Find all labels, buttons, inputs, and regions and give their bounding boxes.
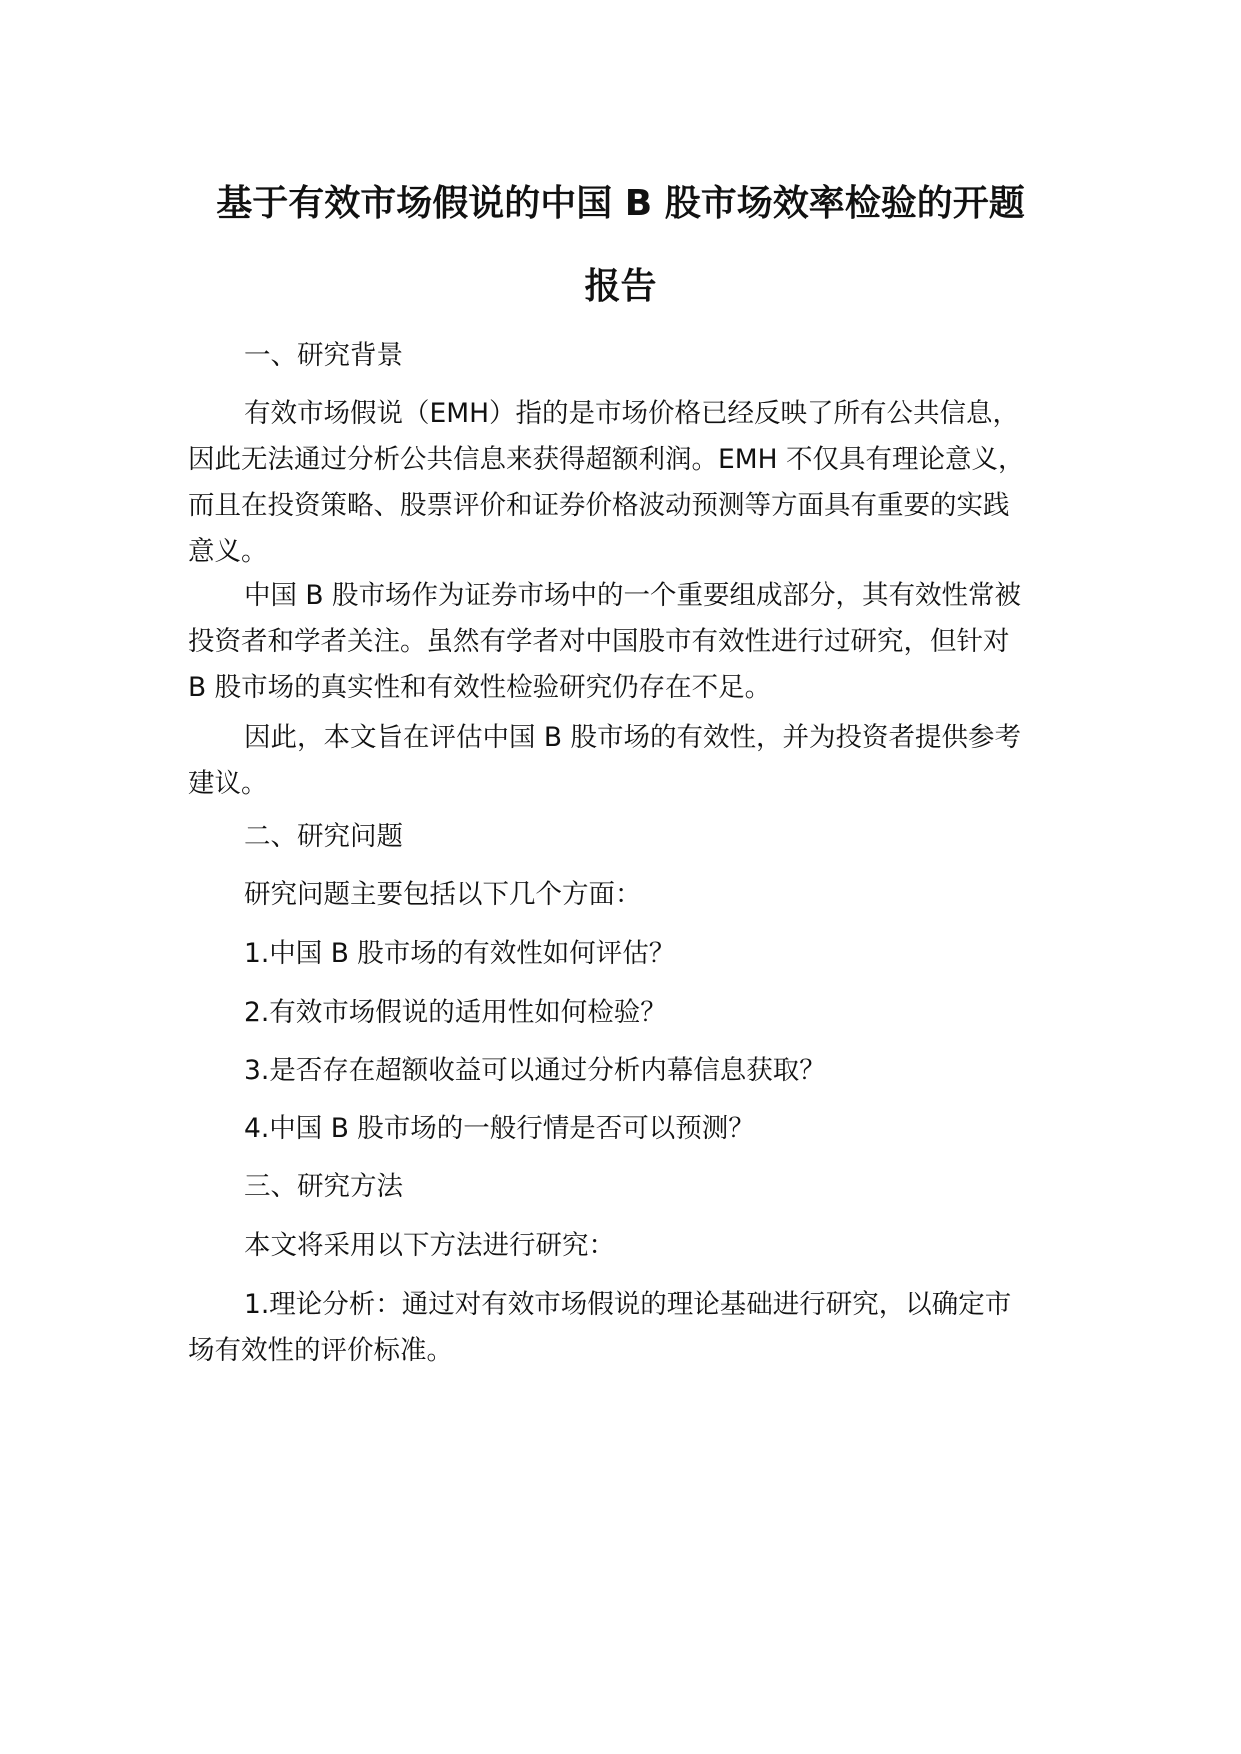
question-item (188, 931, 1054, 977)
section-heading-text: 二、研究问题 (244, 821, 403, 852)
paragraph-line: B 股市场的真实性和有效性检验研究仍存在不足。 (188, 672, 772, 703)
paragraph-research-aim (188, 715, 1054, 807)
list-item-text: 4.中国 B 股市场的一般行情是否可以预测？ (244, 1113, 755, 1144)
question-item (188, 990, 1054, 1036)
questions-intro (188, 872, 1054, 918)
paragraph-b-share-market (188, 573, 1054, 711)
list-item-text: 2.有效市场假说的适用性如何检验？ (244, 997, 667, 1028)
paragraph-line: 研究问题主要包括以下几个方面： (244, 879, 642, 910)
document-title-line-1: 基于有效市场假说的中国 B 股市场效率检验的开题 (216, 183, 1025, 224)
list-item-text: 1.中国 B 股市场的有效性如何评估？ (244, 938, 676, 969)
paragraph-line: 有效市场假说（EMH）指的是市场价格已经反映了所有公共信息， (244, 398, 1020, 429)
section-heading-questions (188, 814, 1054, 860)
method-item (188, 1282, 1054, 1374)
methods-intro (188, 1223, 1054, 1269)
paragraph-line: 中国 B 股市场作为证券市场中的一个重要组成部分，其有效性常被 (244, 580, 1022, 611)
section-heading-background (188, 333, 1054, 379)
question-item (188, 1106, 1054, 1152)
section-heading-text: 一、研究背景 (244, 340, 403, 371)
paragraph-line: 投资者和学者关注。虽然有学者对中国股市有效性进行过研究，但针对 (188, 626, 1010, 657)
question-item (188, 1048, 1054, 1094)
paragraph-line: 而且在投资策略、股票评价和证券价格波动预测等方面具有重要的实践 (188, 490, 1010, 521)
section-heading-methods (188, 1164, 1054, 1210)
paragraph-line: 意义。 (188, 536, 268, 567)
list-item-text: 场有效性的评价标准。 (188, 1335, 453, 1366)
list-item-text: 3.是否存在超额收益可以通过分析内幕信息获取？ (244, 1055, 826, 1086)
paragraph-line: 建议。 (188, 768, 268, 799)
paragraph-line: 因此，本文旨在评估中国 B 股市场的有效性，并为投资者提供参考 (244, 722, 1022, 753)
section-heading-text: 三、研究方法 (244, 1171, 403, 1202)
paragraph-line: 本文将采用以下方法进行研究： (244, 1230, 615, 1261)
paragraph-line: 因此无法通过分析公共信息来获得超额利润。EMH 不仅具有理论意义， (188, 444, 1025, 475)
list-item-text: 1.理论分析：通过对有效市场假说的理论基础进行研究，以确定市 (244, 1289, 1012, 1320)
document-title-line-2: 报告 (584, 266, 657, 307)
paragraph-emh-definition (188, 391, 1054, 575)
